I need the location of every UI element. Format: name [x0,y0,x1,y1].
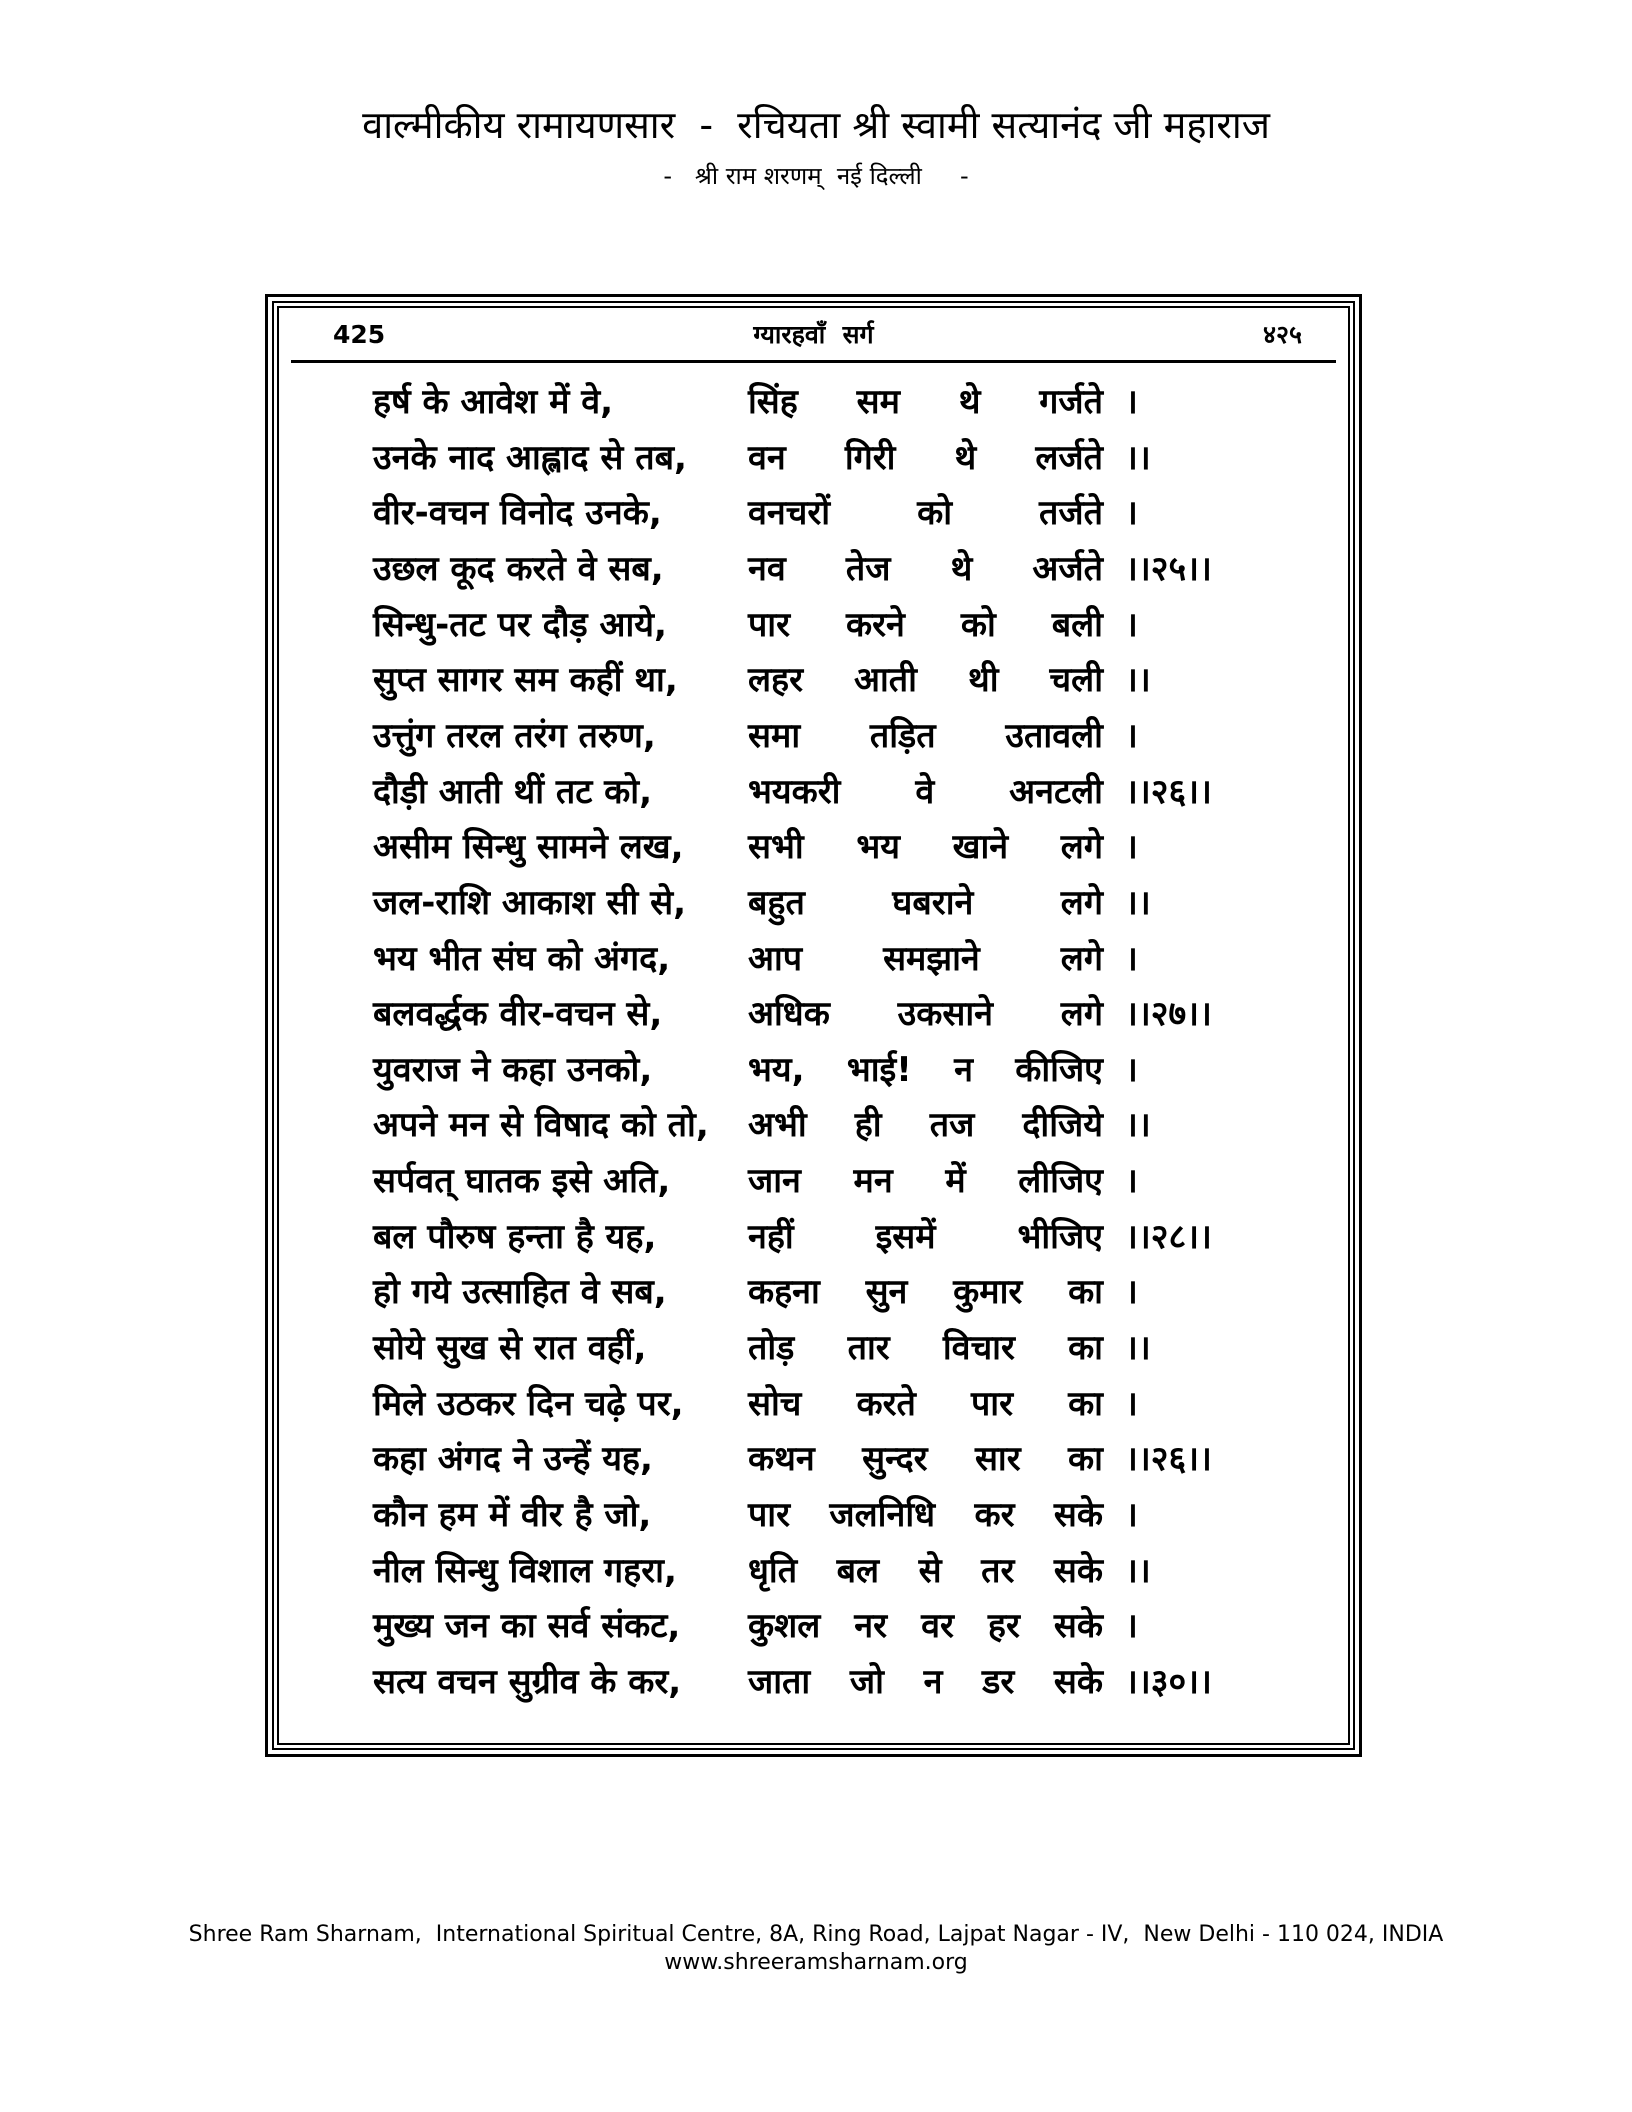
verse-line [0,541,1632,597]
verse-word: अर्जते [1032,549,1103,589]
verse-second-half [748,541,1103,597]
verse-word: भीजिए [1017,1217,1103,1257]
verse-line [0,485,1632,541]
verse-word: चली [1049,660,1103,700]
verse-first-half: वीर-वचन विनोद उनके, [373,493,662,533]
verse-word: तेज [845,549,891,589]
verse-word: का [1068,1328,1103,1368]
verse-word: हर [987,1606,1020,1646]
verse-word: का [1068,1439,1103,1479]
verse-first-half: सत्य वचन सुग्रीव के कर, [373,1662,682,1702]
verse-word: सके [1053,1606,1103,1646]
verse-word: विचार [942,1328,1015,1368]
verse-word: कर [974,1495,1015,1535]
verse-word: भय [856,827,900,867]
verse-mark: ।।२८।। [1125,1217,1212,1257]
verse-word: लगे [1060,939,1103,979]
verse-word: अभी [748,1105,807,1145]
verse-word: मन [853,1161,893,1201]
verse-word: तोड़ [748,1328,795,1368]
verse-line [0,374,1632,430]
verse-word: गिरी [844,438,896,478]
verse-line [0,931,1632,987]
verse-line [0,1320,1632,1376]
verse-line [0,1042,1632,1098]
verse-word: वे [915,772,935,812]
verse-second-half [748,1153,1103,1209]
verse-word: जलनिधि [829,1495,936,1535]
verse-first-half: सुप्त सागर सम कहीं था, [373,660,678,700]
verse-word: सार [974,1439,1021,1479]
verse-second-half [748,374,1103,430]
verse-second-half [748,875,1103,931]
verse-first-half: मिले उठकर दिन चढ़े पर, [373,1384,684,1424]
verse-word: भयकरी [748,772,841,812]
verse-line [0,875,1632,931]
verse-line [0,1598,1632,1654]
verse-line [0,1097,1632,1153]
verse-word: लहर [748,660,804,700]
verse-second-half [748,1264,1103,1320]
verse-first-half: सिन्धु-तट पर दौड़ आये, [373,605,667,645]
verse-word: लीजिए [1018,1161,1103,1201]
verse-mark: । [1125,605,1138,645]
verse-word: तर [981,1551,1015,1591]
verse-mark: ।। [1125,438,1151,478]
verse-word: भाई! [846,1050,912,1090]
verse-mark: ।। [1125,1328,1151,1368]
verse-word: गर्जते [1039,382,1103,422]
verse-first-half: उत्तुंग तरल तरंग तरुण, [373,716,656,756]
verse-first-half: जल-राशि आकाश सी से, [373,883,687,923]
verse-line [0,708,1632,764]
verse-word: कुशल [748,1606,821,1646]
verse-word: उतावली [1005,716,1103,756]
verse-first-half: बलवर्द्धक वीर-वचन से, [373,994,663,1034]
verse-mark: । [1125,1384,1138,1424]
verse-mark: । [1125,827,1138,867]
verse-second-half [748,764,1103,820]
verse-word: तज [929,1105,975,1145]
footer-website: www.shreeramsharnam.org [664,1950,968,1975]
verse-second-half [748,1598,1103,1654]
verse-word: सुन [865,1272,908,1312]
verse-mark: ।।२६।। [1125,1439,1212,1479]
verse-second-half [748,1097,1103,1153]
verse-word: दीजिये [1022,1105,1103,1145]
verse-word: लर्जते [1035,438,1103,478]
verse-line [0,430,1632,486]
verse-word: लगे [1060,883,1103,923]
verse-word: डर [982,1662,1015,1702]
verse-first-half: सर्पवत् घातक इसे अति, [373,1161,671,1201]
verse-line [0,1264,1632,1320]
verse-line [0,1543,1632,1599]
verse-word: उकसाने [897,994,993,1034]
verse-word: भय, [748,1050,805,1090]
verse-word: न [954,1050,973,1090]
verse-word: सिंह [748,382,798,422]
verse-first-half: असीम सिन्धु सामने लख, [373,827,684,867]
verse-first-half: बल पौरुष हन्ता है यह, [373,1217,657,1257]
verse-word: से [918,1551,942,1591]
verse-word: का [1068,1384,1103,1424]
verse-word: करते [856,1384,916,1424]
verse-second-half [748,931,1103,987]
verse-mark: ।। [1125,883,1151,923]
chapter-title: ग्यारहवाँ सर्ग [753,320,874,349]
verse-first-half: भय भीत संघ को अंगद, [373,939,671,979]
verse-word: सके [1053,1495,1103,1535]
verse-second-half [748,1042,1103,1098]
verse-line [0,1153,1632,1209]
verse-second-half [748,1487,1103,1543]
document-subtitle: - श्री राम शरणम् नई दिल्ली - [663,162,969,190]
verse-word: तार [847,1328,890,1368]
verse-word: पार [748,1495,791,1535]
verse-word: को [960,605,996,645]
verse-second-half [748,430,1103,486]
verse-word: जान [748,1161,801,1201]
verse-second-half [748,485,1103,541]
verse-line [0,1487,1632,1543]
verse-word: पार [970,1384,1013,1424]
verse-mark: । [1125,716,1138,756]
page-number-arabic: 425 [333,320,386,349]
verse-word: नर [854,1606,888,1646]
verse-first-half: अपने मन से विषाद को तो, [373,1105,709,1145]
verse-mark: । [1125,1272,1138,1312]
verse-second-half [748,652,1103,708]
verse-word: लगे [1060,994,1103,1034]
verse-word: अनटली [1009,772,1103,812]
verse-mark: ।। [1125,1551,1151,1591]
verse-word: थे [950,549,973,589]
verse-word: न [923,1662,943,1702]
verse-word: खाने [952,827,1009,867]
verse-word: सोच [748,1384,802,1424]
verse-first-half: दौड़ी आती थीं तट को, [373,772,653,812]
verse-word: वन [748,438,786,478]
verse-word: बल [836,1551,880,1591]
verse-word: आप [748,939,803,979]
verse-word: इसमें [875,1217,936,1257]
verse-second-half [748,1320,1103,1376]
verse-word: वनचरों [748,493,831,533]
verse-first-half: उनके नाद आह्लाद से तब, [373,438,687,478]
verse-first-half: कहा अंगद ने उन्हें यह, [373,1439,653,1479]
verse-first-half: सोये सुख से रात वहीं, [373,1328,647,1368]
verse-word: घबराने [892,883,974,923]
verse-mark: ।।२७।। [1125,994,1212,1034]
verse-word: सम [856,382,900,422]
verse-line [0,652,1632,708]
verse-word: सुन्दर [862,1439,928,1479]
verse-word: का [1068,1272,1103,1312]
verse-word: अधिक [748,994,830,1034]
verse-line [0,1376,1632,1432]
verse-first-half: उछल कूद करते वे सब, [373,549,664,589]
verse-second-half [748,1431,1103,1487]
verse-mark: ।। [1125,1105,1151,1145]
verse-second-half [748,708,1103,764]
verse-mark: ।।२६।। [1125,772,1212,812]
verse-word: थे [958,382,981,422]
verse-first-half: कौन हम में वीर है जो, [373,1495,652,1535]
verse-word: को [917,493,952,533]
verse-first-half: नील सिन्धु विशाल गहरा, [373,1551,677,1591]
verse-word: कुमार [953,1272,1023,1312]
verse-second-half [748,986,1103,1042]
verse-word: तड़ित [869,716,936,756]
verse-word: आती [854,660,917,700]
verse-word: ही [854,1105,882,1145]
verse-mark: । [1125,382,1138,422]
verse-word: वर [921,1606,954,1646]
verse-second-half [748,1543,1103,1599]
verse-word: बहुत [748,883,805,923]
verse-mark: । [1125,1495,1138,1535]
verse-line [0,1654,1632,1710]
footer-address: Shree Ram Sharnam, International Spiritual Centre, 8A, Ring Road, Lajpat Nagar - IV, New Delhi - 110 024, INDIA [188,1922,1444,1947]
verse-first-half: युवराज ने कहा उनको, [373,1050,653,1090]
page-number-devanagari: ४२५ [1262,320,1302,349]
verse-word: समझाने [883,939,980,979]
verse-line [0,986,1632,1042]
verse-second-half [748,819,1103,875]
verse-second-half [748,1209,1103,1265]
verse-mark: । [1125,493,1138,533]
verse-word: जो [849,1662,884,1702]
verse-word: कथन [748,1439,815,1479]
verse-word: समा [748,716,801,756]
verse-word: सके [1053,1551,1103,1591]
document-title: वाल्मीकीय रामायणसार - रचियता श्री स्वामी सत्यानंद जी महाराज [362,103,1270,147]
verse-mark: । [1125,939,1138,979]
verse-second-half [748,597,1103,653]
verse-mark: ।।३०।। [1125,1662,1212,1702]
verse-mark: ।।२५।। [1125,549,1212,589]
verse-word: कहना [748,1272,820,1312]
verse-word: बली [1051,605,1103,645]
verse-word: थी [967,660,999,700]
verse-word: थे [954,438,977,478]
verse-word: लगे [1060,827,1103,867]
verse-word: नहीं [748,1217,794,1257]
verse-word: धृति [748,1551,798,1591]
verse-first-half: हर्ष के आवेश में वे, [373,382,614,422]
verse-line [0,764,1632,820]
verse-word: सके [1053,1662,1103,1702]
verse-mark: ।। [1125,660,1151,700]
verse-line [0,1431,1632,1487]
verse-word: नव [748,549,786,589]
verse-line [0,819,1632,875]
verse-word: सभी [748,827,804,867]
verse-mark: । [1125,1050,1138,1090]
verse-second-half [748,1376,1103,1432]
verse-word: जाता [748,1662,811,1702]
verse-first-half: हो गये उत्साहित वे सब, [373,1272,667,1312]
verse-word: करने [845,605,905,645]
verse-word: पार [748,605,791,645]
verse-word: तर्जते [1039,493,1103,533]
verse-line [0,1209,1632,1265]
verse-mark: । [1125,1161,1138,1201]
verse-line [0,597,1632,653]
verse-first-half: मुख्य जन का सर्व संकट, [373,1606,681,1646]
verse-word: कीजिए [1015,1050,1103,1090]
verse-second-half [748,1654,1103,1710]
verse-mark: । [1125,1606,1138,1646]
verse-word: में [945,1161,966,1201]
